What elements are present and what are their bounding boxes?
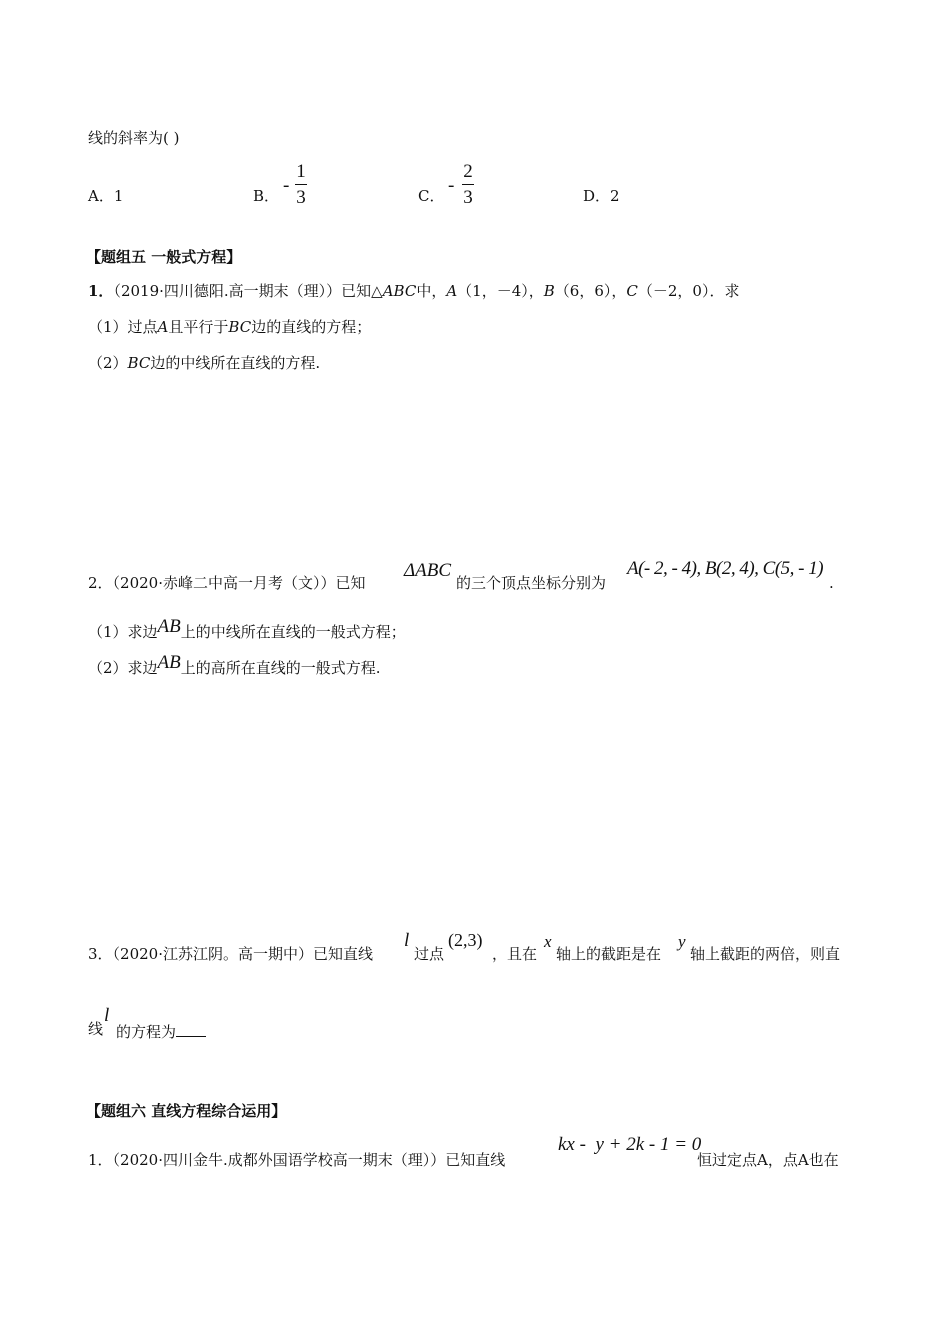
g5-q1-part2-text-b: 边的中线所在直线的方程. [150, 354, 321, 372]
g5-q3-line2-l: l [104, 1005, 110, 1026]
g5-q1-abc: ABC [382, 282, 417, 300]
g5-q3-source: （2020·江苏江阴。高一期中）已知直线 [112, 945, 373, 963]
group5-heading: 【题组五 一般式方程】 [86, 248, 242, 266]
g5-q1-coord-c: （－2，0）．求 [637, 282, 740, 300]
g5-q1-part1-text-a: （1）过点 [88, 318, 158, 336]
g5-q2-part2-segment-ab: AB [157, 652, 181, 673]
g6-q1-number: 1． [88, 1151, 113, 1169]
option-b-denominator: 3 [296, 187, 306, 208]
g6-q1-source: （2020·四川金牛.成都外国语学校高一期末（理））已知直线 [112, 1151, 506, 1169]
g5-q3-point: (2,3) [448, 930, 483, 950]
option-c-label: C． [418, 187, 445, 205]
g5-q2-source: （2020·赤峰二中高一月考（文））已知 [112, 574, 366, 592]
g5-q2-part1-text-a: （1）求边 [88, 623, 158, 641]
question-stem-tail: 线的斜率为( ) [88, 129, 180, 147]
g5-q2-part1-segment-ab: AB [157, 616, 181, 637]
g5-q1-part1-segment-bc: BC [228, 318, 252, 336]
g5-q2-end: . [829, 574, 834, 592]
g5-q1-point-a: A [446, 282, 458, 300]
option-c-denominator: 3 [463, 187, 473, 208]
g5-q3-number: 3． [88, 945, 113, 963]
g5-q1-line [88, 284, 739, 299]
g5-q1-coord-b: （6，6）， [554, 282, 627, 300]
option-b-numerator: 1 [296, 161, 306, 182]
g5-q2-part1-text-b: 上的中线所在直线的一般式方程； [180, 623, 406, 641]
option-d-value: 2 [610, 187, 620, 205]
g5-q2-part2 [88, 652, 381, 677]
option-d [583, 189, 620, 204]
g5-q3-pass: 过点 [414, 945, 445, 963]
g5-q1-part2-segment-bc: BC [127, 354, 151, 372]
g5-q1-part2 [88, 356, 320, 371]
g5-q3-line2-a: 线 [88, 1020, 104, 1038]
g6-q1-equation: kx - y + 2k - 1 = 0 [558, 1134, 702, 1155]
g5-q1-coord-a: （1，－4）， [457, 282, 544, 300]
g5-q2-number-source [88, 576, 366, 591]
g5-q2-triangle: ΔABC [404, 560, 452, 581]
g5-q3-mid: ，且在 [492, 945, 538, 963]
answer-blank[interactable] [176, 1022, 206, 1037]
g6-q1-tail: 恒过定点A，点A也在 [697, 1151, 839, 1169]
g5-q3-mid2: 轴上的截距是在 [556, 945, 662, 963]
g5-q1-part1-text-b: 且平行于 [168, 318, 229, 336]
g5-q1-number: 1． [88, 282, 114, 300]
g5-q2-part2-text-a: （2）求边 [88, 659, 158, 677]
g5-q2-part1 [88, 616, 406, 641]
g5-q3-number-source [88, 947, 373, 962]
group6-heading: 【题组六 直线方程综合运用】 [86, 1102, 287, 1120]
g5-q1-point-c: C [626, 282, 638, 300]
option-a [88, 189, 123, 204]
g5-q1-mid: 中， [416, 282, 447, 300]
g5-q1-part1 [88, 320, 371, 335]
g5-q1-source: （2019·四川德阳.高一期末（理））已知△ [113, 282, 383, 300]
option-c-numerator: 2 [463, 161, 473, 182]
option-a-value: 1 [113, 187, 124, 205]
g5-q1-part1-point-a: A [157, 318, 169, 336]
g6-q1-number-source [88, 1153, 505, 1168]
g5-q2-number: 2． [88, 574, 113, 592]
g5-q3-line2-text: 的方程为 [116, 1023, 177, 1041]
g5-q2-part2-text-b: 上的高所在直线的一般式方程. [180, 659, 381, 677]
g5-q2-mid: 的三个顶点坐标分别为 [456, 574, 607, 592]
g5-q3-y: y [678, 932, 686, 951]
g5-q3-x: x [544, 932, 552, 951]
g5-q3-line2-b [116, 1022, 206, 1040]
g5-q3-line-l: l [404, 930, 410, 951]
option-a-label: A． [88, 187, 114, 205]
option-c-fraction-bar [462, 184, 474, 185]
option-b-label: B． [253, 187, 280, 205]
g5-q2-coords: A(- 2, - 4), B(2, 4), C(5, - 1) [627, 558, 824, 579]
g5-q1-part1-text-c: 边的直线的方程； [251, 318, 372, 336]
option-d-label: D． [583, 187, 611, 205]
option-c-sign: - [448, 175, 455, 196]
g5-q1-point-b: B [543, 282, 555, 300]
option-b-fraction-bar [295, 184, 307, 185]
option-b-sign: - [283, 175, 290, 196]
g5-q1-part2-text-a: （2） [88, 354, 128, 372]
g5-q3-mid3: 轴上截距的两倍，则直 [690, 945, 841, 963]
